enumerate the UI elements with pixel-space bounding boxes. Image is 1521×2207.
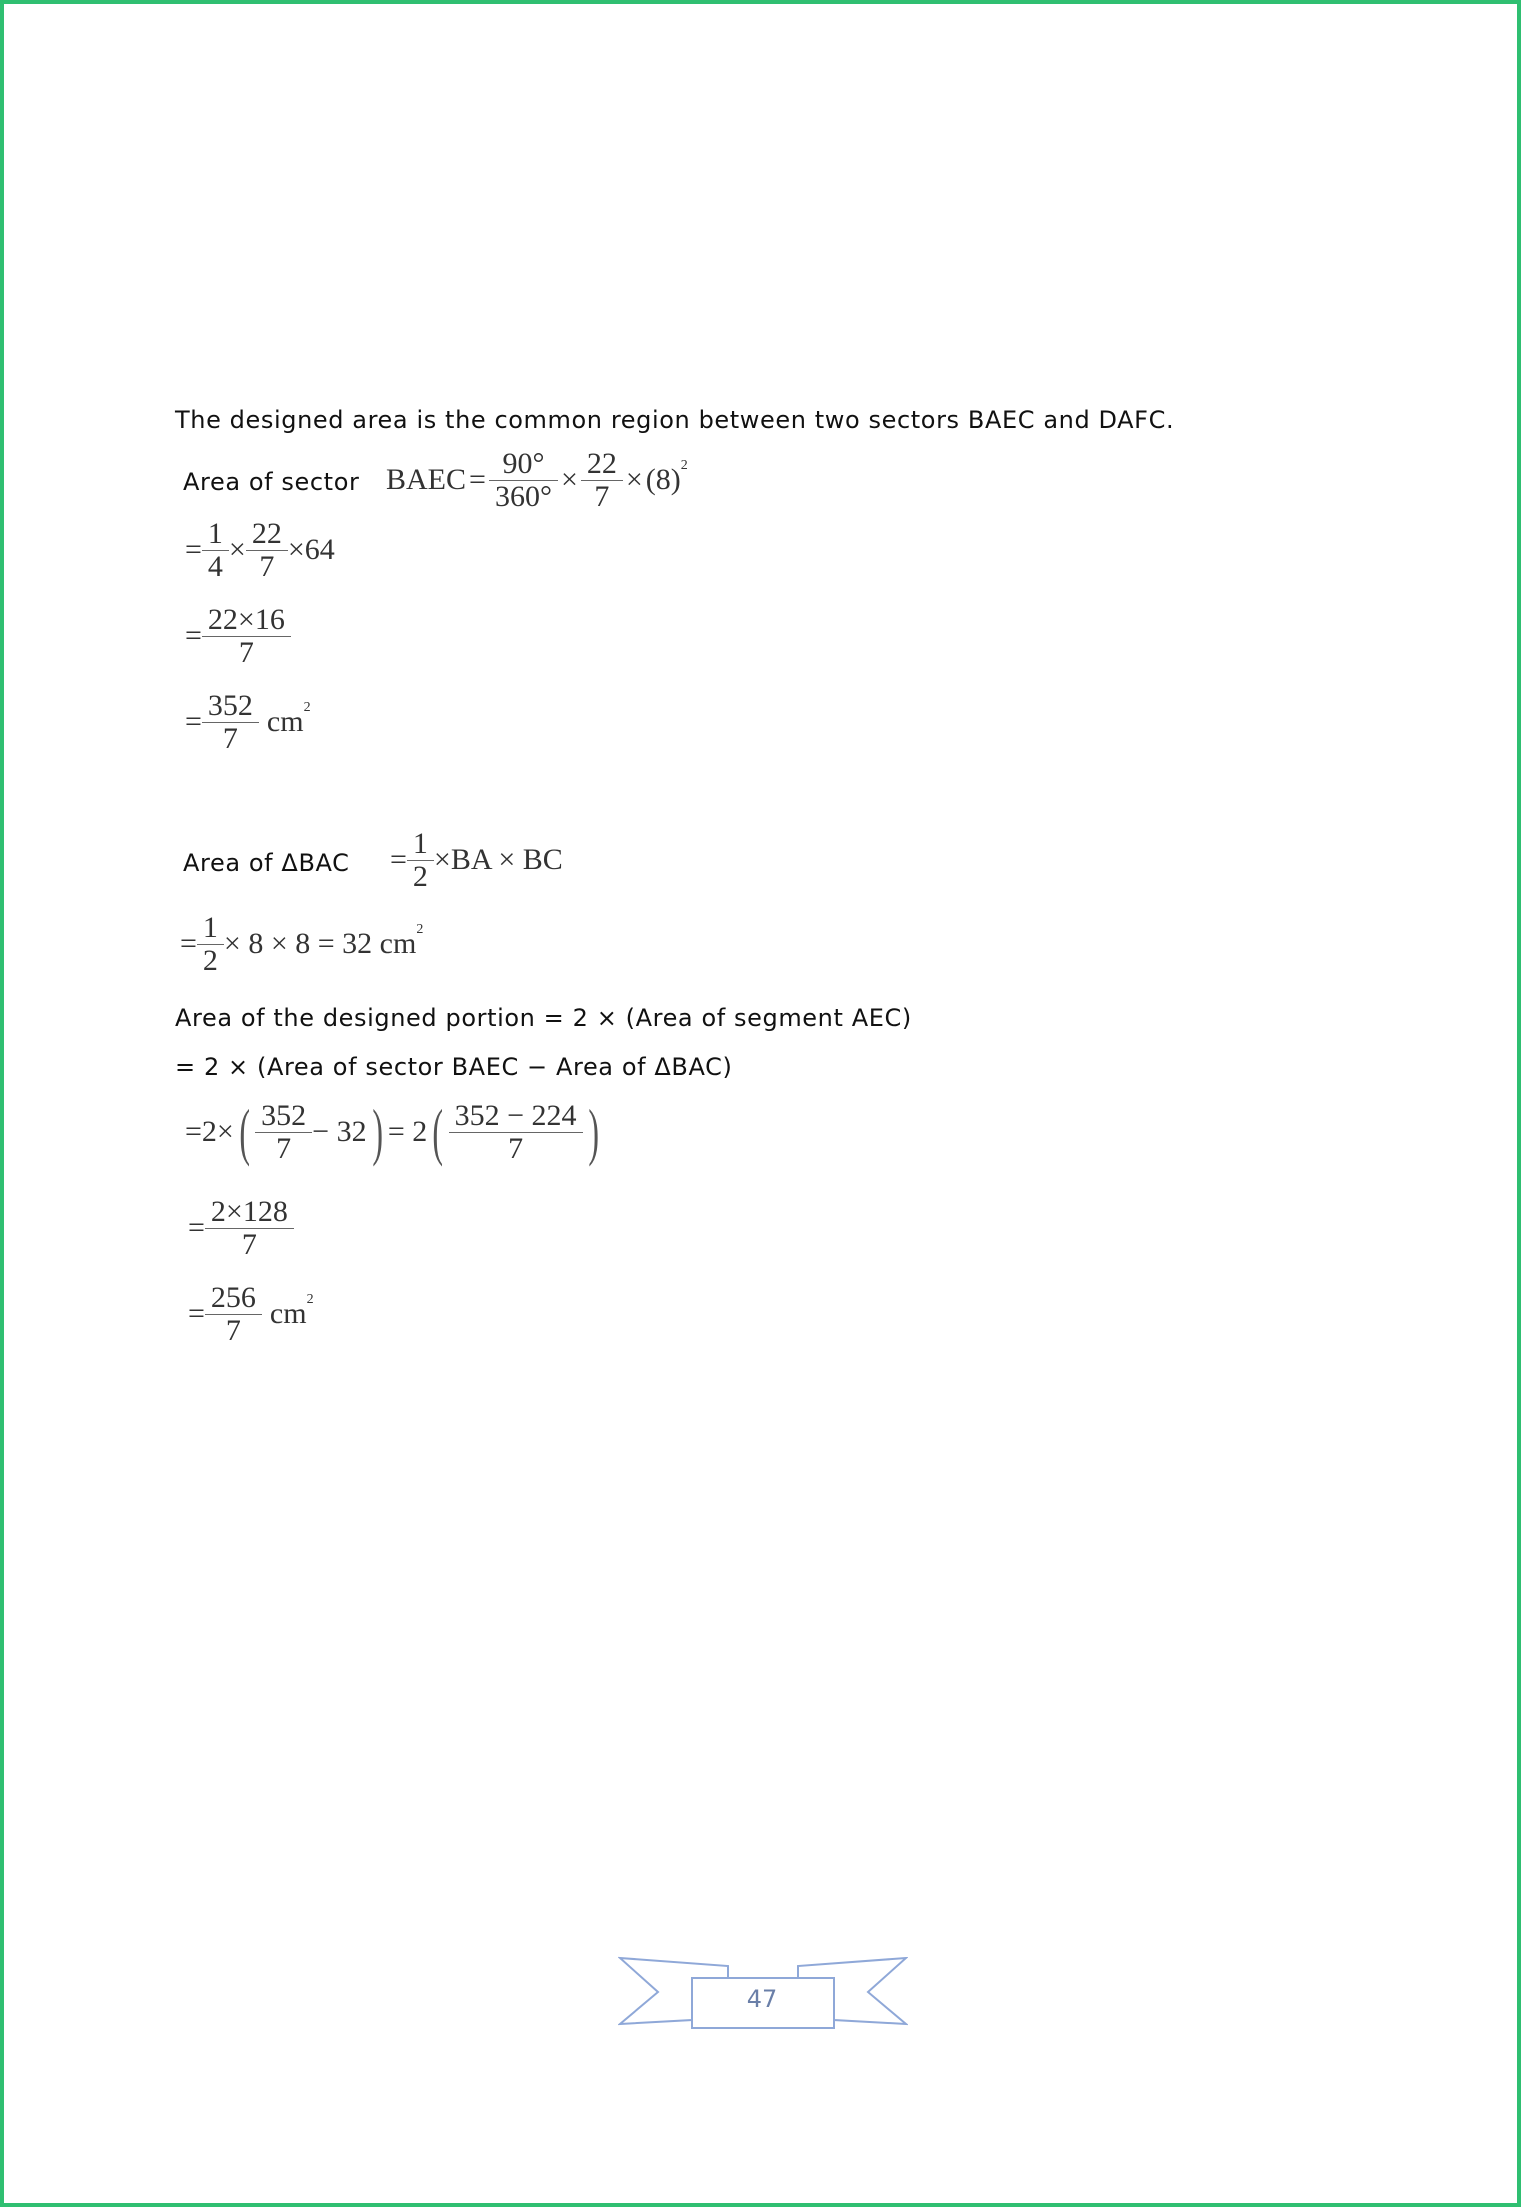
numerator: 352: [261, 1099, 307, 1132]
denominator: 7: [255, 1132, 312, 1165]
equals: =: [185, 533, 202, 566]
numerator: 1: [412, 827, 428, 860]
radius-term: (8): [645, 463, 681, 496]
fraction: [492, 448, 555, 512]
denominator: 7: [449, 1132, 583, 1165]
designed-step-1: [185, 1096, 604, 1167]
fraction: [452, 1100, 580, 1164]
numerator: 22: [586, 447, 617, 480]
fraction: [205, 690, 256, 754]
denominator: 2: [197, 944, 224, 977]
product: BA × BC: [450, 843, 563, 876]
fraction: [410, 828, 431, 892]
times: ×: [228, 533, 246, 566]
numerator: 22: [251, 517, 282, 550]
value: × 8 × 8 = 32 cm: [223, 927, 417, 960]
denominator: 4: [202, 550, 229, 583]
sector-formula: [386, 448, 688, 512]
numerator: 22×16: [207, 603, 285, 636]
triangle-label: Area of ΔBAC: [183, 849, 350, 877]
numerator: 352 − 224: [454, 1099, 577, 1132]
fraction: [205, 518, 226, 582]
fraction: [205, 604, 288, 668]
right-paren: ): [371, 1096, 383, 1167]
denominator: 7: [202, 722, 259, 755]
page-number: 47: [746, 1985, 778, 2013]
subtrahend: − 32: [312, 1115, 367, 1148]
denominator: 7: [205, 1228, 294, 1261]
right-paren: ): [587, 1096, 599, 1167]
sector-step-2: [185, 604, 291, 668]
numerator: 2×128: [210, 1195, 288, 1228]
denominator: 2: [407, 860, 434, 893]
equals: =: [188, 1297, 205, 1330]
equals: =: [185, 705, 202, 738]
value: 64: [304, 533, 335, 566]
unit: cm: [269, 1297, 307, 1330]
exponent: 2: [306, 1292, 314, 1307]
equals: =: [390, 843, 407, 876]
numerator: 90°: [502, 447, 545, 480]
exponent: 2: [416, 922, 424, 937]
denominator: 7: [581, 480, 623, 513]
denominator: 7: [246, 550, 288, 583]
sector-step-1: [185, 518, 335, 582]
numerator: 1: [202, 911, 218, 944]
exponent: 2: [303, 700, 311, 715]
equals: =: [469, 463, 486, 496]
designed-step-3: [188, 1282, 314, 1346]
factor: = 2: [387, 1115, 428, 1148]
left-paren: (: [432, 1096, 444, 1167]
numerator: 1: [207, 517, 223, 550]
numerator: 256: [210, 1281, 256, 1314]
times: ×: [625, 463, 643, 496]
fraction: [208, 1282, 259, 1346]
denominator: 7: [205, 1314, 262, 1347]
equals: =: [185, 1115, 202, 1148]
fraction: [584, 448, 620, 512]
numerator: 352: [207, 689, 253, 722]
exponent: 2: [680, 458, 688, 473]
intro-text: The designed area is the common region between two sectors BAEC and DAFC.: [175, 406, 1175, 434]
triangle-step-1: [180, 912, 423, 976]
sector-label: Area of sector: [183, 468, 360, 496]
triangle-formula: [390, 828, 563, 892]
equals: =: [185, 619, 202, 652]
designed-line-1: Area of the designed portion = 2 × (Area of segment AEC): [175, 1004, 912, 1032]
sector-step-3: [185, 690, 311, 754]
left-paren: (: [239, 1096, 250, 1167]
fraction: [208, 1196, 291, 1260]
fraction: [249, 518, 285, 582]
denominator: 7: [202, 636, 291, 669]
fraction: [258, 1100, 309, 1164]
unit: cm: [266, 705, 304, 738]
denominator: 360°: [489, 480, 558, 513]
equals: =: [180, 927, 197, 960]
times: ×: [287, 533, 305, 566]
designed-step-2: [188, 1196, 294, 1260]
equals: =: [188, 1211, 205, 1244]
factor: 2×: [201, 1115, 234, 1148]
fraction: [200, 912, 221, 976]
sector-name: BAEC: [386, 463, 467, 496]
times: ×: [560, 463, 578, 496]
designed-line-2: = 2 × (Area of sector BAEC − Area of ΔBAC): [175, 1053, 733, 1081]
times: ×: [433, 843, 451, 876]
